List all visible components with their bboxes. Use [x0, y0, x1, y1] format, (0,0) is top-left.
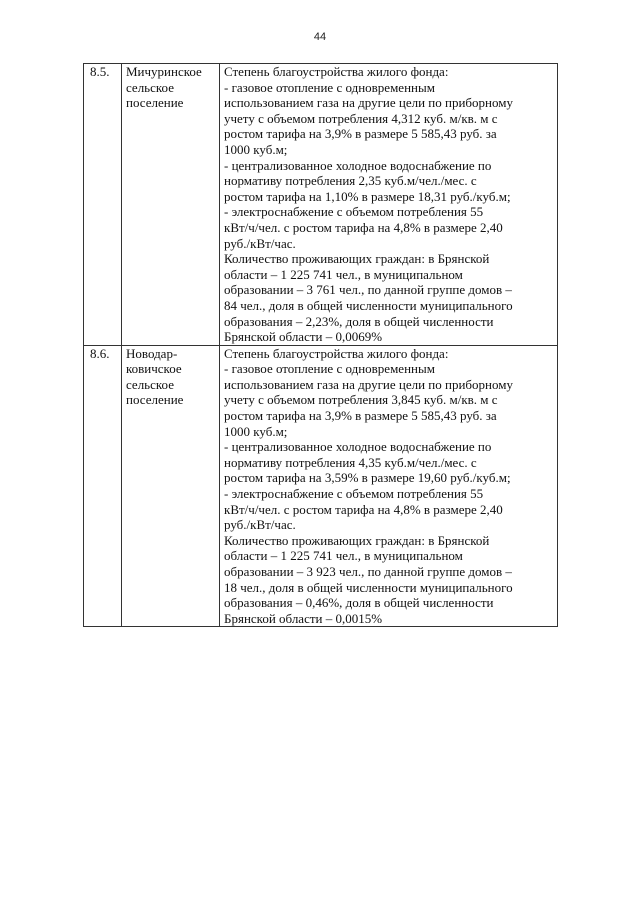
row-description: Степень благоустройства жилого фонда: - газовое отопление с одновременным использованием газа на другие цели по приборному учету с объемом потребления 4,312 куб. м/кв. м с ростом тарифа на 3,9% в размере 5 585,43 руб. за 1000 куб.м; - централизованное холодное водоснабжение по нормативу потребления 2,35 куб.м/чел./мес. с ростом тарифа на 1,10% в размере 18,31 руб./куб.м; - электроснабжение с объемом потребления 55 кВт/ч/чел. с ростом тарифа на 4,8% в размере 2,40 руб./кВт/час. Количество проживающих граждан: в Брянской области – 1 225 741 чел., в муниципальном образовании – 3 761 чел., по данной группе домов – 84 чел., доля в общей численности муниципального образования – 2,23%, доля в общей численности Брянской области – 0,0069%	[220, 64, 558, 346]
document-table	[83, 63, 558, 627]
row-description: Степень благоустройства жилого фонда: - газовое отопление с одновременным использованием газа на другие цели по приборному учету с объемом потребления 3,845 куб. м/кв. м с ростом тарифа на 3,9% в размере 5 585,43 руб. за 1000 куб.м; - централизованное холодное водоснабжение по нормативу потребления 4,35 куб.м/чел./мес. с ростом тарифа на 3,59% в размере 19,60 руб./куб.м; - электроснабжение с объемом потребления 55 кВт/ч/чел. с ростом тарифа на 4,8% в размере 2,40 руб./кВт/час. Количество проживающих граждан: в Брянской области – 1 225 741 чел., в муниципальном образовании – 3 923 чел., по данной группе домов – 18 чел., доля в общей численности муниципального образования – 0,46%, доля в общей численности Брянской области – 0,0015%	[220, 345, 558, 627]
row-number: 8.6.	[84, 345, 122, 627]
settlement-name: Новодар- ковичское сельское поселение	[122, 345, 220, 627]
page-number: 44	[313, 31, 327, 43]
table-row	[84, 64, 558, 346]
table-row	[84, 345, 558, 627]
settlement-name: Мичуринское сельское поселение	[122, 64, 220, 346]
row-number: 8.5.	[84, 64, 122, 346]
